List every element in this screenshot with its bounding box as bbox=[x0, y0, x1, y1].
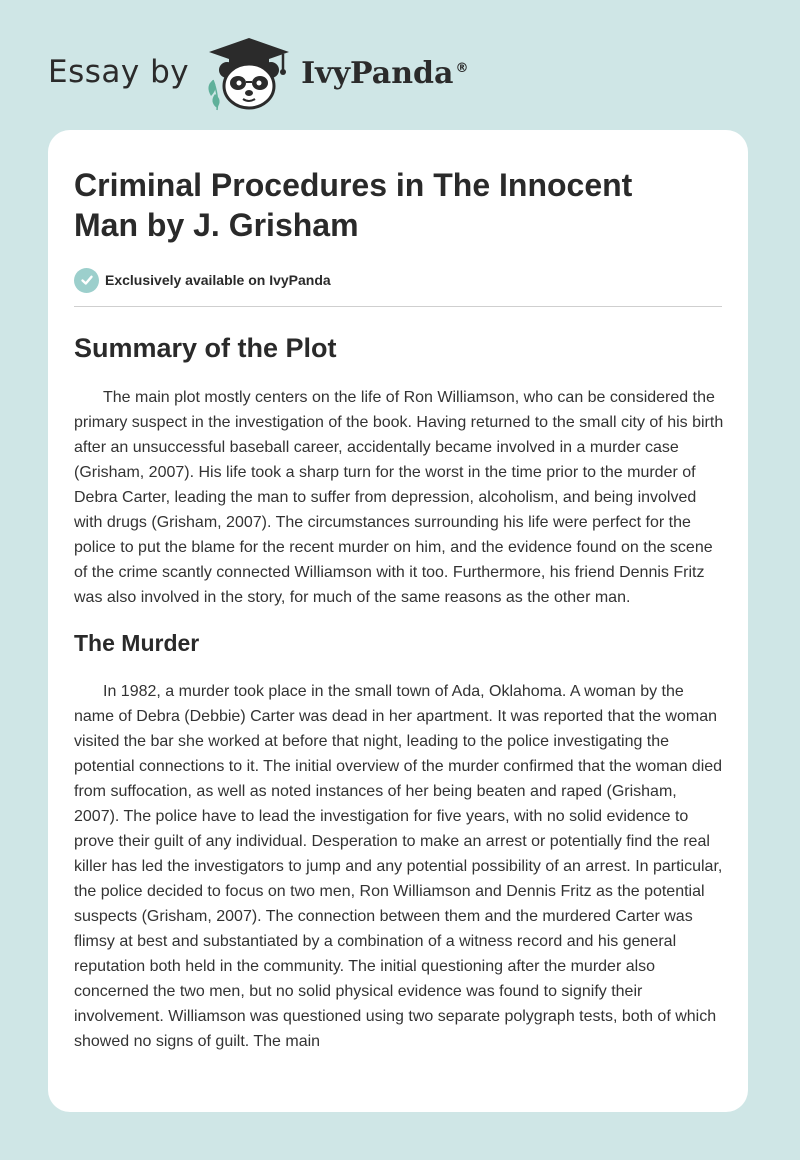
document-card bbox=[48, 130, 748, 1112]
page-title: Criminal Procedures in The Innocent Man by J. Grisham bbox=[74, 167, 633, 243]
registered-mark: ® bbox=[455, 60, 469, 76]
check-circle-icon bbox=[74, 268, 99, 293]
exclusive-badge bbox=[74, 267, 722, 293]
brand-name: IvyPanda ® bbox=[301, 55, 469, 91]
section-heading-murder: The Murder bbox=[74, 630, 200, 656]
brand-prefix: Essay by bbox=[48, 54, 190, 90]
panda-graduate-logo-icon bbox=[203, 36, 295, 112]
divider bbox=[74, 306, 722, 307]
exclusive-badge-text: Exclusively available on IvyPanda bbox=[105, 272, 331, 288]
section-paragraph-summary: The main plot mostly centers on the life of Ron Williamson, who can be considered the primary suspect in the investigation of the book. Having returned to the small city of his birth after an unsuccessful baseball career, accidentally became involved in a murder case (Grisham, 2007). His life took a sharp turn for the worst in the time prior to the murder of Debra Carter, leading the man to suffer from depression, alcoholism, and being involved with drugs (Grisham, 2007). The circumstances surrounding his life were perfect for the police to put the blame for the recent murder on him, and the evidence found on the scene of the crime scantly connected Williamson with it too. Furthermore, his friend Dennis Fritz was also involved in the story, for much of the same reasons as the other man. bbox=[74, 389, 724, 606]
section-heading-summary: Summary of the Plot bbox=[74, 333, 337, 363]
brand-header bbox=[48, 36, 468, 112]
section-paragraph-murder: In 1982, a murder took place in the small town of Ada, Oklahoma. A woman by the name of Debra (Debbie) Carter was dead in her apartment. It was reported that the woman visited the bar she worked at before that night, leading to the police investigating the potential connections to it. The initial overview of the murder confirmed that the woman died from suffocation, as well as noted instances of her being beaten and raped (Grisham, 2007). The police have to lead the investigation for five years, with no solid evidence to prove their guilt of any individual. Desperation to make an arrest or potentially find the real killer has led the investigators to jump and any potential possibility of an arrest. In particular, the police decided to focus on two men, Ron Williamson and Dennis Fritz as the potential suspects (Grisham, 2007). The connection between them and the murdered Carter was flimsy at best and substantiated by a combination of a witness record and his general reputation both held in the community. The initial questioning after the murder also concerned the two men, but no solid physical evidence was found to signify their involvement. Williamson was questioned using two separate polygraph tests, both of which showed no signs of guilt. The main bbox=[74, 683, 723, 1050]
